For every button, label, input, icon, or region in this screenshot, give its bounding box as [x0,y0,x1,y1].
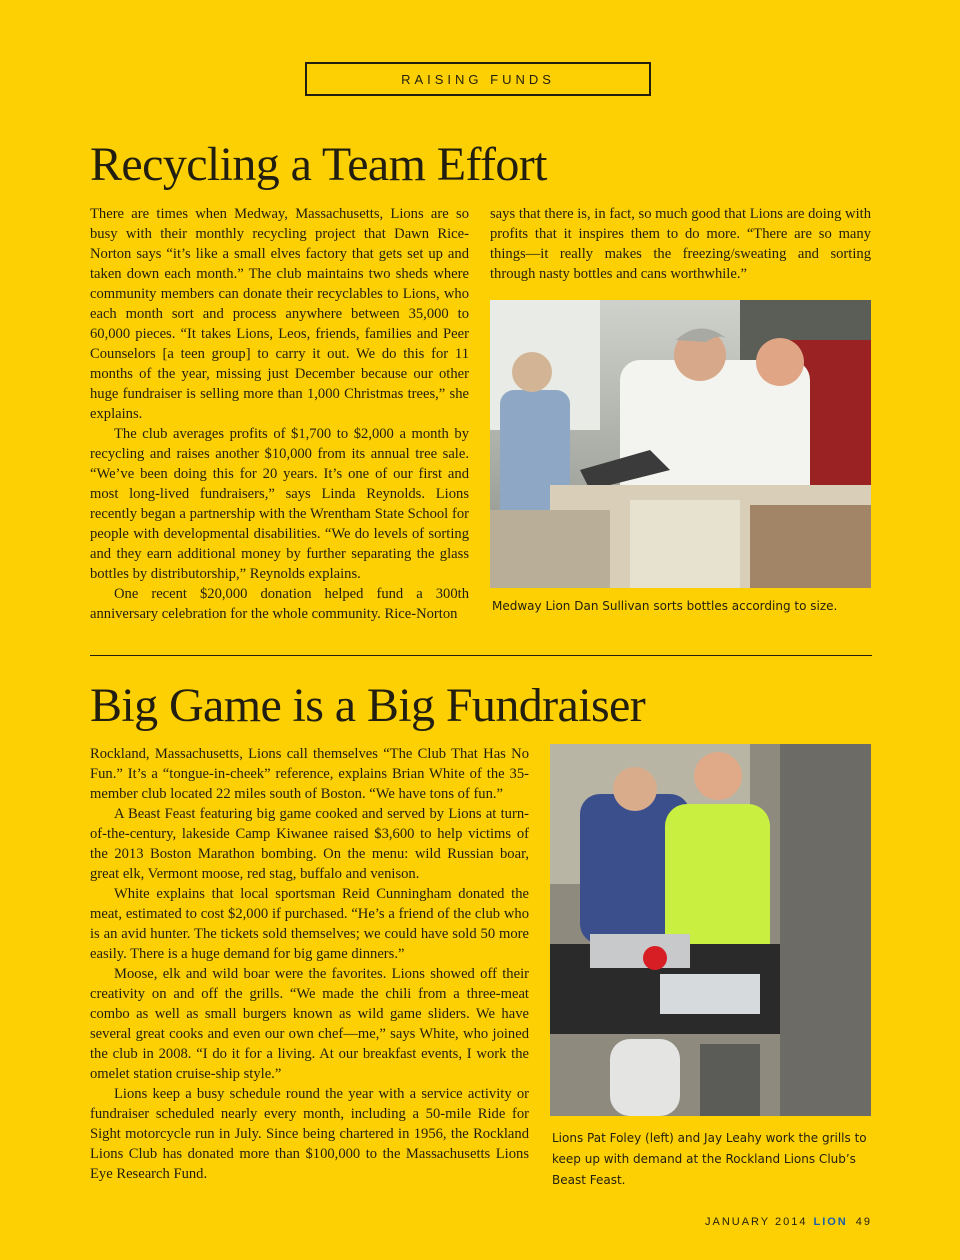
page-footer [705,1216,872,1228]
article1-column2 [490,204,871,284]
article2-title: Big Game is a Big Fundraiser [90,679,646,732]
article2-paragraph: Lions keep a busy schedule round the year with a service activity or fundraiser scheduled nearly every month, including a 50-mile Ride for Sight motorcycle run in July. Since being chartered in 1956, the Rockland Lions Club has donated more than $100,000 to the Massachusetts Lions Eye Research Fund. [90,1086,529,1182]
article1-caption: Medway Lion Dan Sullivan sorts bottles according to size. [492,599,838,613]
article1-paragraph: One recent $20,000 donation helped fund a 300th anniversary celebration for the whole community. Rice-Norton [90,586,469,622]
article2-paragraph: Moose, elk and wild boar were the favorites. Lions showed off their creativity on and off the grills. “We made the chili from a three-meat combo as well as small burgers known as wild game sliders. We have several great cooks and even our own chef—me,” says White, who joined the club in 2008. “I do it for a living. At our breakfast events, I work the omelet station cruise-ship style.” [90,966,529,1082]
grilling-photo [550,744,871,1116]
article2-paragraph: A Beast Feast featuring big game cooked and served by Lions at turn-of-the-century, lakeside Camp Kiwanee raised $3,600 to help victims of the 2013 Boston Marathon bombing. On the menu: wild Russian boar, great elk, Vermont moose, red stag, buffalo and venison. [90,806,529,882]
article1-paragraph: There are times when Medway, Massachusetts, Lions are so busy with their monthly recycling project that Dawn Rice-Norton says “it’s like a small elves factory that gets set up and taken down each month.” The club maintains two sheds where community members can donate their recyclables to Lions, who each month sort and process anywhere between 35,000 to 60,000 pieces. “It takes Lions, Leos, friends, families and Peer Counselors [a teen group] to carry it out. We do this for 11 months of the year, missing just December because our other huge fundraiser is selling more than 1,000 Christmas trees,” she explains. [90,206,469,422]
divider [90,655,872,656]
footer-date: JANUARY 2014 [704,1216,808,1228]
article2-caption: Lions Pat Foley (left) and Jay Leahy work the grills to keep up with demand at the Rockland Lions Club’s Beast Feast. [552,1131,867,1187]
section-label: RAISING FUNDS [305,62,651,96]
article2-column [90,744,529,1184]
article1-paragraph: The club averages profits of $1,700 to $2,000 a month by recycling and raises another $10,000 from its annual tree sale. “We’ve been doing this for 20 years. It’s one of our first and most long-lived fundraisers,” says Linda Reynolds. Lions recently began a partnership with the Wrentham State School for people with developmental disabilities. “We do levels of sorting and they earn additional money by further separating the glass bottles by distributorship,” Reynolds explains. [90,426,469,582]
article2-paragraph: Rockland, Massachusetts, Lions call themselves “The Club That Has No Fun.” It’s a “tongue-in-cheek” reference, explains Brian White of the 35-member club located 22 miles south of Boston. “We have tons of fun.” [90,746,529,802]
article2-paragraph: White explains that local sportsman Reid Cunningham donated the meat, estimated to cost $2,000 if purchased. “He’s a friend of the club who is an avid hunter. The tickets sold themselves; we could have sold 50 more easily. There is a huge demand for big game dinners.” [90,886,529,962]
recycling-photo [490,300,871,588]
article1-column1 [90,204,469,624]
magazine-name: LION [813,1216,848,1228]
page-number: 49 [855,1216,872,1228]
article1-title: Recycling a Team Effort [90,138,547,191]
article1-paragraph: says that there is, in fact, so much good that Lions are doing with profits that it inspires them to do more. “There are so many things—it really makes the freezing/sweating and sorting through nasty bottles and cans worthwhile.” [490,206,871,282]
